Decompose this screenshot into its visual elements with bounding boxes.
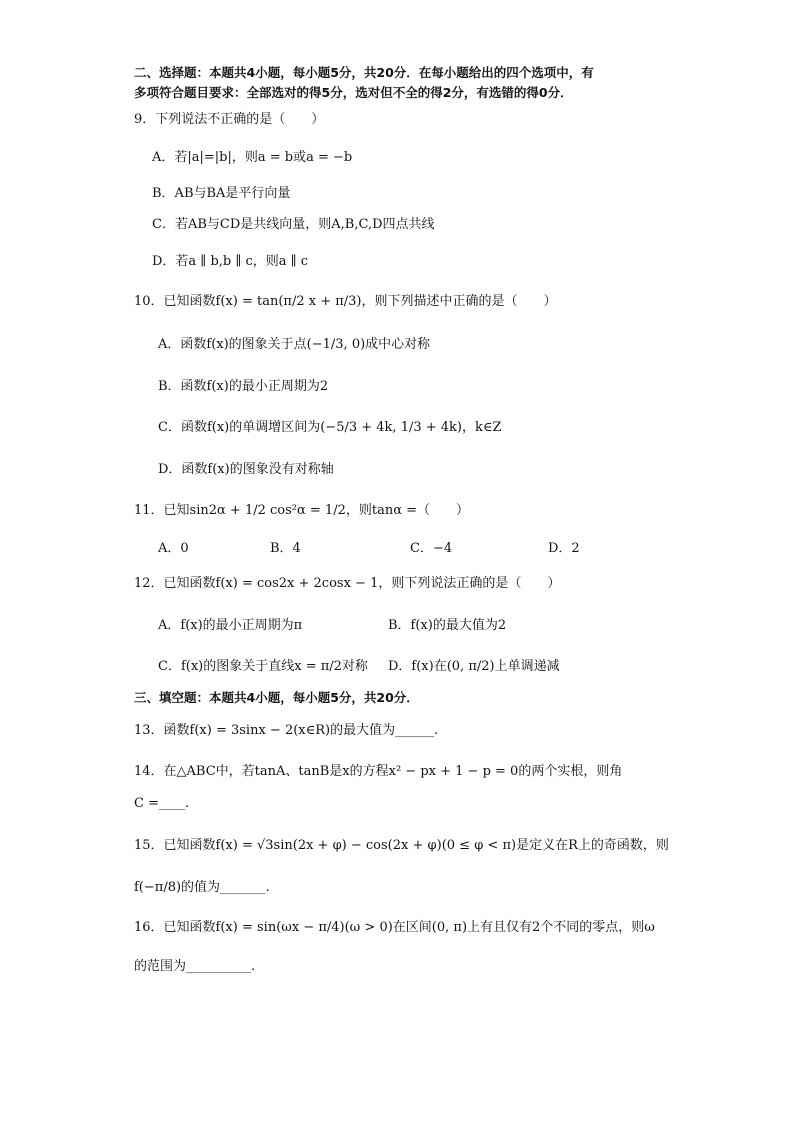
q16-stem: 16．已知函数f(x) = sin(ωx − π/4)(ω > 0)在区间(0, π)上有且仅有2个不同的零点，则ω: [134, 920, 655, 935]
q12-option-d: D．f(x)在(0, π/2)上单调递减: [388, 659, 560, 674]
section2-heading-line2: 多项符合题目要求：全部选对的得5分，选对但不全的得2分，有选错的得0分．: [134, 85, 573, 100]
q15-tail: f(−π/8)的值为_______.: [134, 880, 270, 895]
q9-option-b: B．AB与BA是平行向量: [152, 186, 291, 201]
q10-option-d: D．函数f(x)的图象没有对称轴: [158, 462, 334, 477]
q11-option-b: B．4: [270, 541, 301, 556]
q11-option-d: D．2: [548, 541, 580, 556]
q12-option-a: A．f(x)的最小正周期为π: [158, 618, 303, 633]
q16-tail: 的范围为__________.: [134, 959, 256, 974]
q12-option-c: C．f(x)的图象关于直线x = π/2对称: [158, 659, 368, 674]
q10-option-b: B．函数f(x)的最小正周期为2: [158, 379, 329, 394]
q10-function: f(x) = tan(π/2 x + π/3): [215, 294, 362, 309]
q15-stem: 15．已知函数f(x) = √3sin(2x + φ) − cos(2x + φ)(0 ≤ φ < π)是定义在R上的奇函数，则: [134, 838, 669, 853]
q10-suffix: ，则下列描述中正确的是（ ）: [361, 294, 557, 309]
q9-stem: 9．下列说法不正确的是（ ）: [134, 112, 325, 127]
q9-option-d: D．若a ∥ b,b ∥ c，则a ∥ c: [152, 254, 309, 269]
q12-option-b: B．f(x)的最大值为2: [388, 618, 507, 633]
q11-stem: 11．已知sin2α + 1/2 cos²α = 1/2，则tanα =（ ）: [134, 503, 470, 518]
q14-tail: C =____.: [134, 796, 190, 811]
q13-stem: 13．函数f(x) = 3sinx − 2(x∈R)的最大值为______.: [134, 723, 439, 738]
q10-stem: [134, 290, 557, 309]
q9-option-a: A．若|a|=|b|，则a = b或a = −b: [152, 150, 353, 165]
q11-option-a: A．0: [158, 541, 189, 556]
q10-option-a: A．函数f(x)的图象关于点(−1/3, 0)成中心对称: [158, 337, 431, 352]
q10-prefix: 10．已知函数: [134, 294, 216, 309]
section3-heading: 三、填空题：本题共4小题，每小题5分，共20分．: [134, 690, 419, 705]
q12-stem: 12．已知函数f(x) = cos2x + 2cosx − 1，则下列说法正确的是（ ）: [134, 576, 561, 591]
q11-option-c: C．−4: [410, 541, 453, 556]
q9-option-c: C．若AB与CD是共线向量，则A,B,C,D四点共线: [152, 217, 435, 232]
q14-stem: 14．在△ABC中，若tanA、tanB是x的方程x² − px + 1 − p = 0的两个实根，则角: [134, 764, 623, 779]
section2-heading-line1: 二、选择题：本题共4小题，每小题5分，共20分．在每小题给出的四个选项中，有: [134, 65, 594, 80]
q10-option-c: C．函数f(x)的单调增区间为(−5/3 + 4k, 1/3 + 4k)，k∈Z: [158, 420, 502, 435]
